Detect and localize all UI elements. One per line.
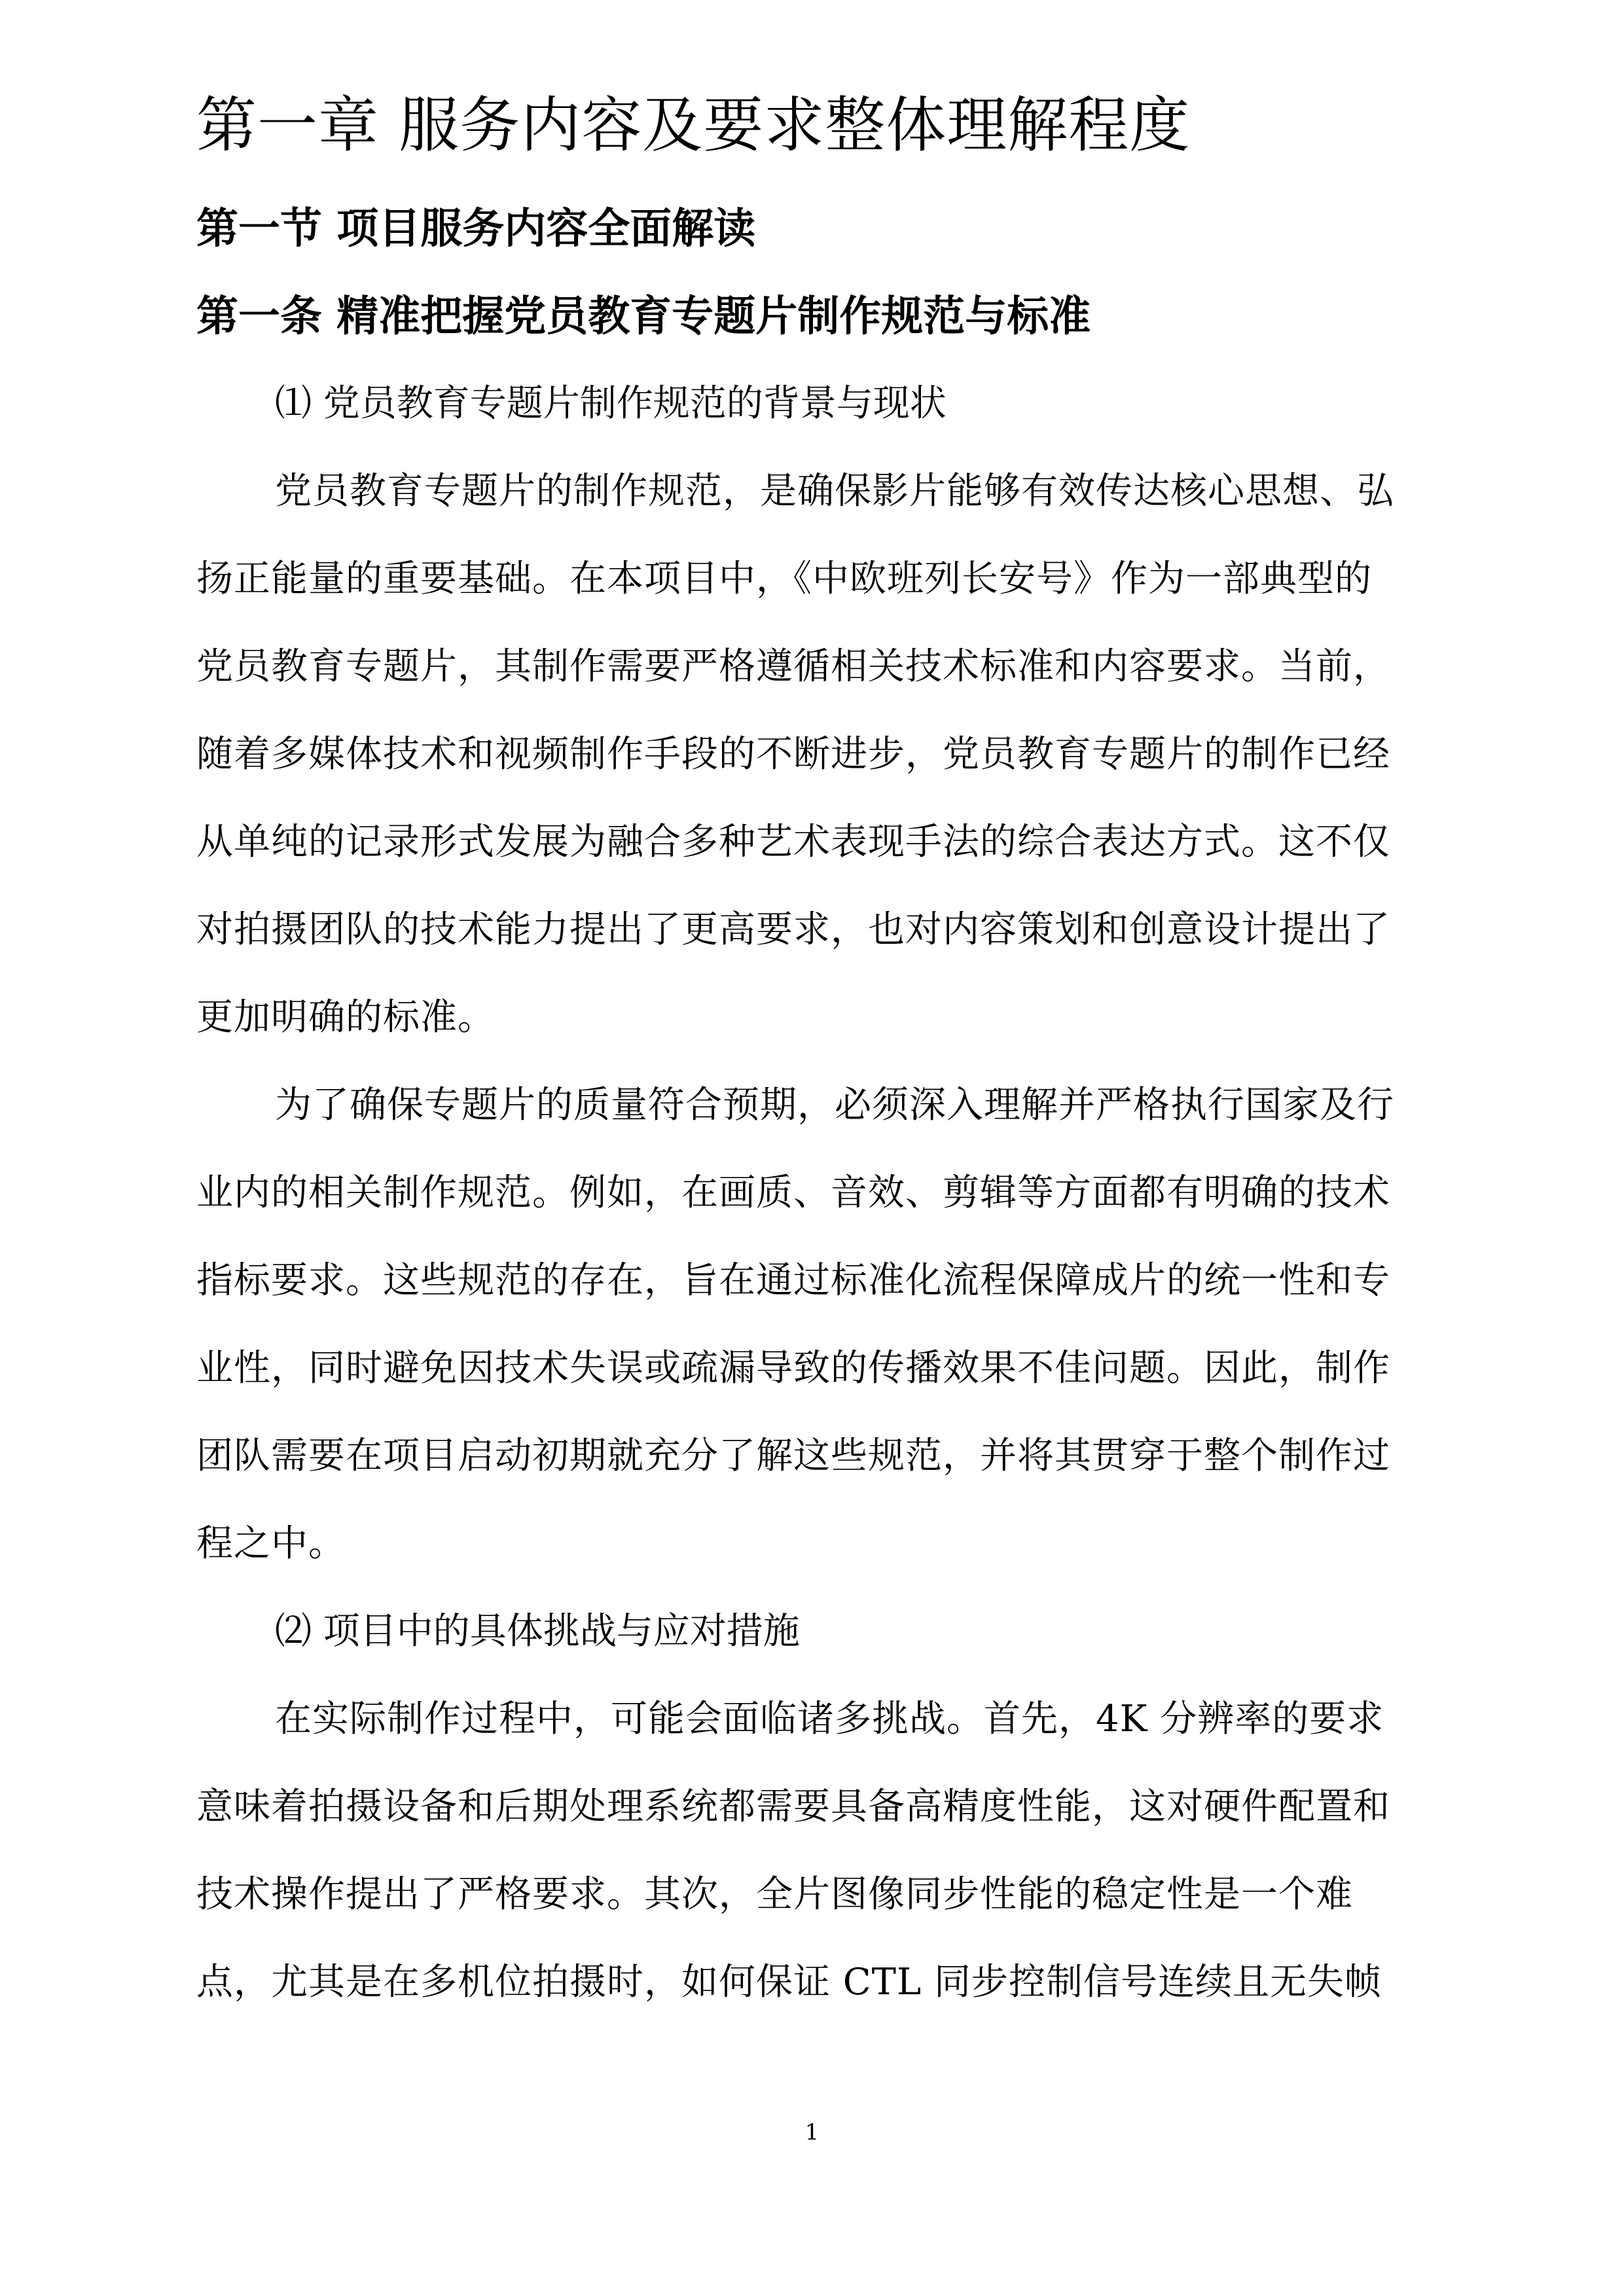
paragraph-line: 程之中。 — [196, 1522, 346, 1565]
subsection-heading-2: ⑵ 项目中的具体挑战与应对措施 — [275, 1610, 800, 1653]
paragraph-line: 业内的相关制作规范。例如，在画质、音效、剪辑等方面都有明确的技术 — [196, 1172, 1390, 1214]
paragraph-line: 从单纯的记录形式发展为融合多种艺术表现手法的综合表达方式。这不仅 — [196, 821, 1390, 863]
paragraph-line: 指标要求。这些规范的存在，旨在通过标准化流程保障成片的统一性和专 — [196, 1259, 1390, 1302]
article-title: 第一条 精准把握党员教育专题片制作规范与标准 — [196, 293, 1091, 341]
paragraph-line: 党员教育专题片，其制作需要严格遵循相关技术标准和内容要求。当前， — [196, 645, 1390, 688]
section-title: 第一节 项目服务内容全面解读 — [196, 205, 756, 253]
paragraph-line: 技术操作提出了严格要求。其次，全片图像同步性能的稳定性是一个难 — [196, 1873, 1353, 1916]
paragraph-line: 为了确保专题片的质量符合预期，必须深入理解并严格执行国家及行 — [275, 1084, 1394, 1126]
paragraph-line: 团队需要在项目启动初期就充分了解这些规范，并将其贯穿于整个制作过 — [196, 1435, 1390, 1477]
paragraph-line: 更加明确的标准。 — [196, 996, 495, 1039]
paragraph-line: 党员教育专题片的制作规范，是确保影片能够有效传达核心思想、弘 — [275, 470, 1394, 512]
paragraph-line: 扬正能量的重要基础。在本项目中，《中欧班列长安号》作为一部典型的 — [196, 558, 1372, 600]
paragraph-line: 随着多媒体技术和视频制作手段的不断进步，党员教育专题片的制作已经 — [196, 733, 1390, 776]
subsection-heading-1: ⑴ 党员教育专题片制作规范的背景与现状 — [275, 382, 947, 425]
paragraph-line: 在实际制作过程中，可能会面临诸多挑战。首先，4K 分辨率的要求 — [275, 1698, 1384, 1740]
paragraph-line: 业性，同时避免因技术失误或疏漏导致的传播效果不佳问题。因此，制作 — [196, 1347, 1390, 1390]
chapter-title: 第一章 服务内容及要求整体理解程度 — [196, 90, 1191, 160]
paragraph-line: 意味着拍摄设备和后期处理系统都需要具备高精度性能，这对硬件配置和 — [196, 1785, 1390, 1828]
paragraph-line: 点，尤其是在多机位拍摄时，如何保证 CTL 同步控制信号连续且无失帧 — [196, 1961, 1382, 2003]
page-number: 1 — [804, 2119, 820, 2145]
paragraph-line: 对拍摄团队的技术能力提出了更高要求，也对内容策划和创意设计提出了 — [196, 908, 1390, 951]
